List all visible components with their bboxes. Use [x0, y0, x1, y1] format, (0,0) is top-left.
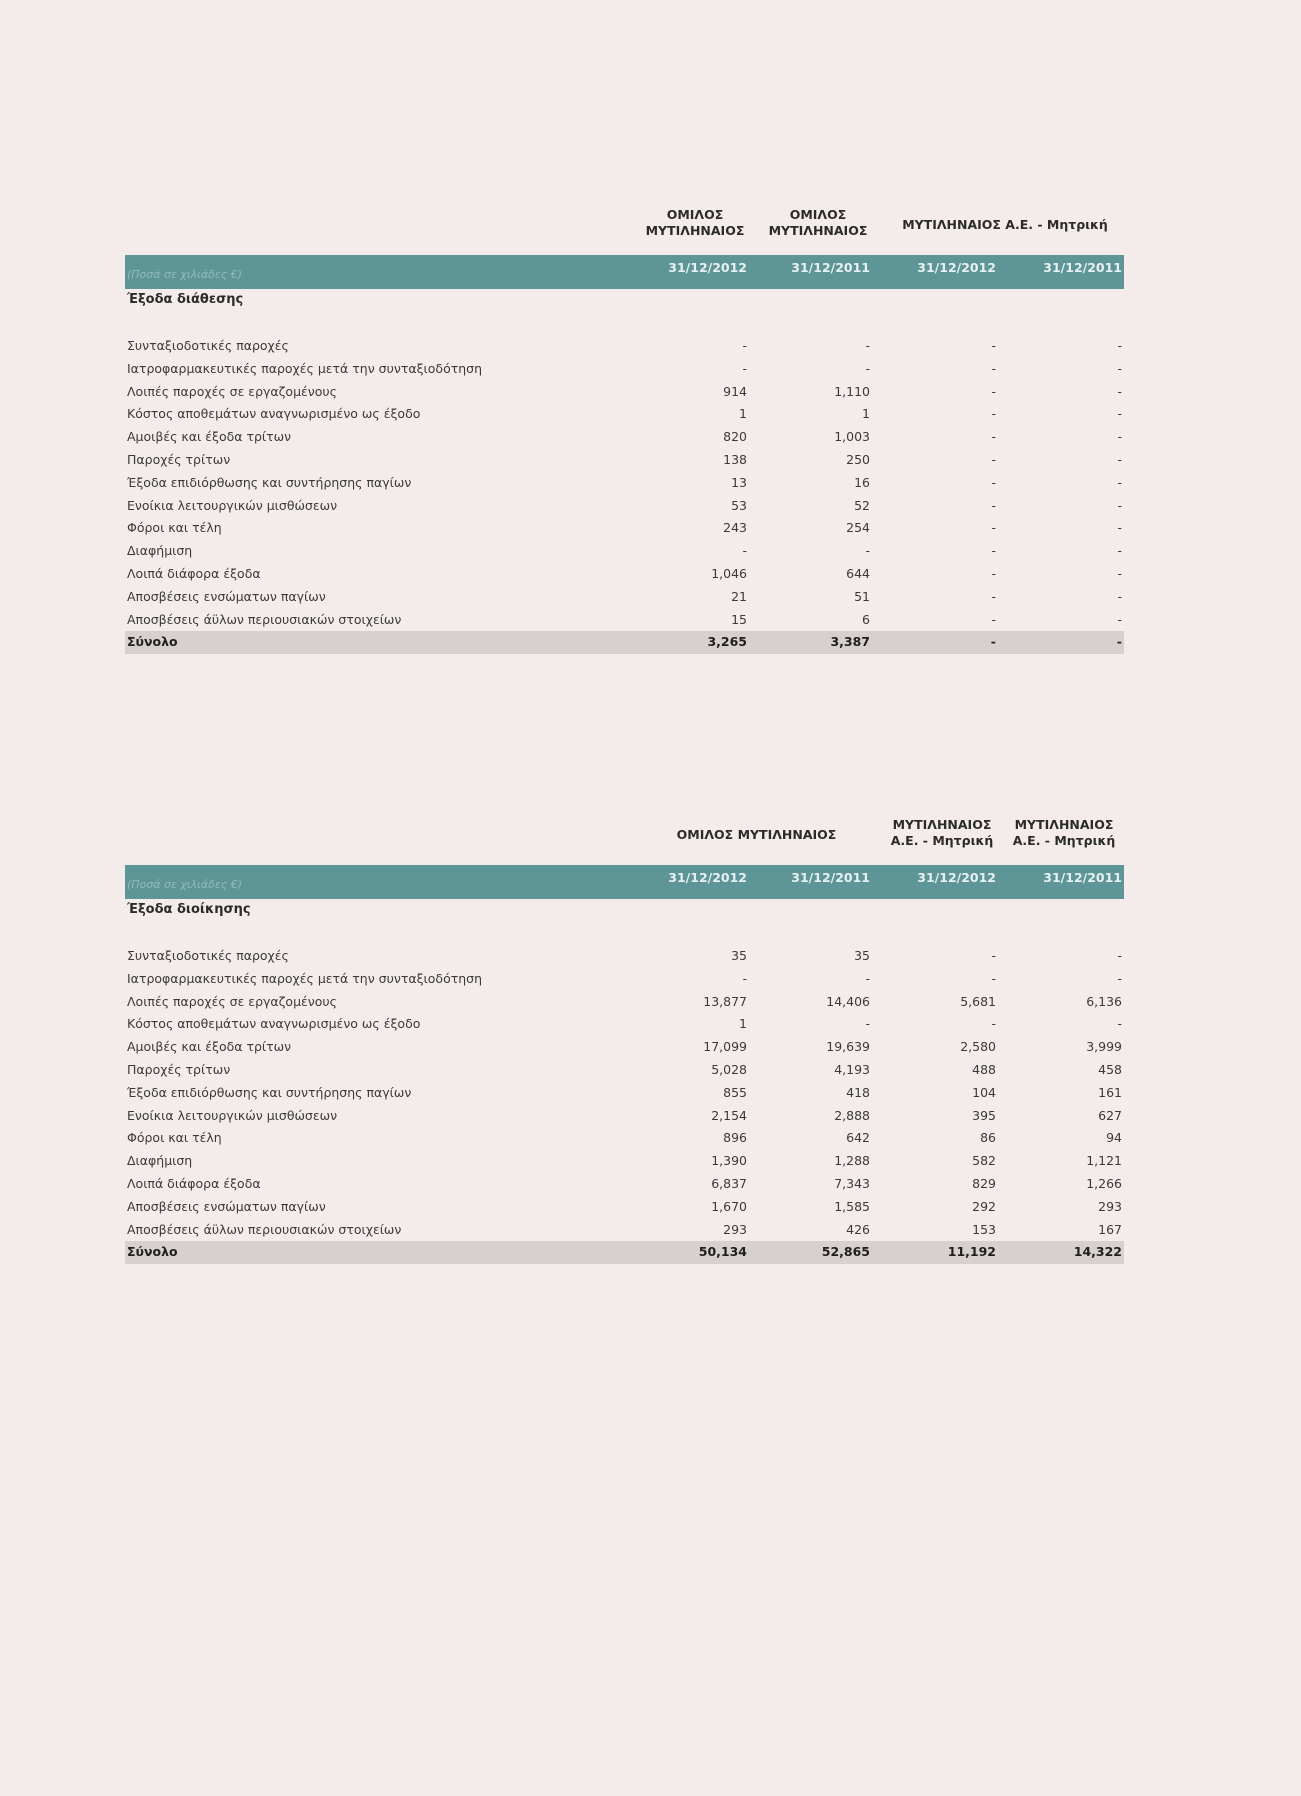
- cell-value: -: [1117, 429, 1122, 445]
- cell-value: -: [742, 970, 747, 986]
- cell-value: 3,999: [1086, 1039, 1122, 1055]
- cell-value: 19,639: [826, 1039, 870, 1055]
- cell-value: -: [1117, 565, 1122, 581]
- cell-value: 3,387: [830, 634, 870, 650]
- row-label: Αμοιβές και έξοδα τρίτων: [127, 429, 292, 445]
- table-row: [125, 1105, 1124, 1128]
- column-headers: [125, 815, 1124, 865]
- row-label: Συνταξιοδοτικές παροχές: [127, 948, 289, 963]
- cell-value: 2,580: [960, 1039, 996, 1055]
- cell-value: 293: [1098, 1198, 1122, 1214]
- cell-value: 1,288: [834, 1153, 870, 1169]
- cell-value: 293: [723, 1221, 747, 1237]
- cell-value: -: [991, 360, 996, 376]
- table-row: [125, 381, 1124, 404]
- cell-value: 627: [1098, 1107, 1122, 1123]
- cell-value: -: [991, 1016, 996, 1032]
- row-label: Λοιπές παροχές σε εργαζομένους: [127, 383, 337, 399]
- cell-value: -: [1117, 970, 1122, 986]
- table-row: [125, 1059, 1124, 1082]
- cell-value: 250: [846, 451, 870, 467]
- cell-value: 426: [846, 1221, 870, 1237]
- cell-value: -: [991, 565, 996, 581]
- header-group: ΟΜΙΛΟΣ ΜΥΤΙΛΗΝΑΙΟΣ: [676, 827, 837, 842]
- header-group-2012: ΟΜΙΛΟΣ ΜΥΤΙΛΗΝΑΙΟΣ: [645, 207, 745, 238]
- total-row: [125, 1241, 1124, 1264]
- cell-value: -: [865, 970, 870, 986]
- table-row: [125, 1173, 1124, 1196]
- cell-value: 3,265: [707, 634, 747, 650]
- cell-value: -: [865, 360, 870, 376]
- cell-value: 1: [739, 406, 747, 422]
- row-label: Λοιπές παροχές σε εργαζομένους: [127, 993, 337, 1009]
- cell-value: 2,888: [834, 1107, 870, 1123]
- table-row: [125, 517, 1124, 540]
- cell-value: -: [1117, 451, 1122, 467]
- cell-value: 1: [739, 1016, 747, 1032]
- selling-expenses-table: [125, 205, 1124, 654]
- cell-value: 243: [723, 520, 747, 536]
- row-label: Αποσβέσεις άϋλων περιουσιακών στοιχείων: [127, 1221, 402, 1237]
- total-row: [125, 631, 1124, 654]
- row-label: Έξοδα επιδιόρθωσης και συντήρησης παγίων: [127, 1084, 412, 1100]
- cell-value: 1,266: [1086, 1175, 1122, 1191]
- cell-value: 418: [846, 1084, 870, 1100]
- cell-value: 14,322: [1073, 1244, 1122, 1260]
- cell-value: -: [1117, 497, 1122, 513]
- total-label: Σύνολο: [127, 634, 178, 650]
- cell-value: 4,193: [834, 1061, 870, 1077]
- cell-value: 104: [972, 1084, 996, 1100]
- table-row: [125, 449, 1124, 472]
- cell-value: -: [1117, 406, 1122, 422]
- cell-value: 50,134: [698, 1244, 747, 1260]
- cell-value: 167: [1098, 1221, 1122, 1237]
- cell-value: -: [1117, 588, 1122, 604]
- cell-value: 1,585: [834, 1198, 870, 1214]
- cell-value: 6,837: [711, 1175, 747, 1191]
- cell-value: -: [991, 451, 996, 467]
- header-parent-2012: ΜΥΤΙΛΗΝΑΙΟΣ Α.Ε. - Μητρική: [890, 817, 994, 848]
- cell-value: 458: [1098, 1061, 1122, 1077]
- cell-value: 1,046: [711, 565, 747, 581]
- cell-value: 35: [731, 948, 747, 963]
- table-row: [125, 540, 1124, 563]
- cell-value: -: [865, 543, 870, 559]
- date-col-3: 31/12/2012: [917, 260, 996, 275]
- row-label: Αποσβέσεις ενσώματων παγίων: [127, 588, 326, 604]
- table-row: [125, 1013, 1124, 1036]
- row-label: Ιατροφαρμακευτικές παροχές μετά την συνταξιοδότηση: [127, 360, 483, 376]
- cell-value: 153: [972, 1221, 996, 1237]
- cell-value: -: [990, 634, 996, 650]
- row-label: Κόστος αποθεμάτων αναγνωρισμένο ως έξοδο: [127, 1016, 421, 1032]
- cell-value: 2,154: [711, 1107, 747, 1123]
- table-row: [125, 1196, 1124, 1219]
- date-col-2: 31/12/2011: [791, 260, 870, 275]
- cell-value: 829: [972, 1175, 996, 1191]
- cell-value: -: [991, 520, 996, 536]
- cell-value: 1,003: [834, 429, 870, 445]
- administrative-expenses-table: [125, 815, 1124, 1264]
- table-row: [125, 426, 1124, 449]
- cell-value: 1,390: [711, 1153, 747, 1169]
- table-row: [125, 472, 1124, 495]
- table-row: [125, 495, 1124, 518]
- cell-value: 914: [723, 383, 747, 399]
- cell-value: -: [991, 338, 996, 353]
- cell-value: 254: [846, 520, 870, 536]
- date-col-3: 31/12/2012: [917, 870, 996, 885]
- row-label: Αμοιβές και έξοδα τρίτων: [127, 1039, 292, 1055]
- row-label: Διαφήμιση: [127, 543, 193, 559]
- row-label: Παροχές τρίτων: [127, 451, 231, 467]
- table-row: [125, 358, 1124, 381]
- table-row: [125, 1219, 1124, 1242]
- row-label: Συνταξιοδοτικές παροχές: [127, 338, 289, 353]
- cell-value: 292: [972, 1198, 996, 1214]
- date-col-2: 31/12/2011: [791, 870, 870, 885]
- cell-value: 86: [980, 1130, 996, 1146]
- cell-value: -: [865, 338, 870, 353]
- header-group-2011: ΟΜΙΛΟΣ ΜΥΤΙΛΗΝΑΙΟΣ: [768, 207, 868, 238]
- date-col-4: 31/12/2011: [1043, 260, 1122, 275]
- cell-value: 395: [972, 1107, 996, 1123]
- row-label: Λοιπά διάφορα έξοδα: [127, 1175, 261, 1191]
- cell-value: -: [742, 543, 747, 559]
- table-row: [125, 1036, 1124, 1059]
- cell-value: -: [1117, 338, 1122, 353]
- row-label: Αποσβέσεις ενσώματων παγίων: [127, 1198, 326, 1214]
- cell-value: 161: [1098, 1084, 1122, 1100]
- cell-value: 35: [854, 948, 870, 963]
- cell-value: 21: [731, 588, 747, 604]
- section-title: Έξοδα διοίκησης: [127, 902, 251, 917]
- date-col-4: 31/12/2011: [1043, 870, 1122, 885]
- table-row: [125, 609, 1124, 632]
- row-label: Ιατροφαρμακευτικές παροχές μετά την συνταξιοδότηση: [127, 970, 483, 986]
- cell-value: 644: [846, 565, 870, 581]
- cell-value: 1,670: [711, 1198, 747, 1214]
- table-row: [125, 563, 1124, 586]
- cell-value: 52,865: [821, 1244, 870, 1260]
- row-label: Διαφήμιση: [127, 1153, 193, 1169]
- unit-label: (Ποσά σε χιλιάδες €): [127, 878, 243, 891]
- header-parent-2011: ΜΥΤΙΛΗΝΑΙΟΣ Α.Ε. - Μητρική: [1012, 817, 1116, 848]
- cell-value: -: [742, 338, 747, 353]
- table-row: [125, 991, 1124, 1014]
- cell-value: -: [1117, 360, 1122, 376]
- row-label: Παροχές τρίτων: [127, 1061, 231, 1077]
- row-label: Λοιπά διάφορα έξοδα: [127, 565, 261, 581]
- table-row: [125, 1127, 1124, 1150]
- cell-value: 896: [723, 1130, 747, 1146]
- cell-value: 6: [862, 611, 870, 627]
- cell-value: -: [991, 611, 996, 627]
- cell-value: 52: [854, 497, 870, 513]
- cell-value: 13: [731, 474, 747, 490]
- table-row: [125, 1150, 1124, 1173]
- cell-value: -: [1117, 520, 1122, 536]
- header-bar: [125, 255, 1124, 289]
- cell-value: 488: [972, 1061, 996, 1077]
- cell-value: -: [865, 1016, 870, 1032]
- row-label: Ενοίκια λειτουργικών μισθώσεων: [127, 497, 338, 513]
- table-rows: [125, 335, 1124, 654]
- cell-value: 6,136: [1086, 993, 1122, 1009]
- cell-value: 1,110: [834, 383, 870, 399]
- cell-value: 11,192: [947, 1244, 996, 1260]
- unit-label: (Ποσά σε χιλιάδες €): [127, 268, 243, 281]
- table-row: [125, 968, 1124, 991]
- cell-value: 1,121: [1086, 1153, 1122, 1169]
- cell-value: -: [991, 588, 996, 604]
- column-headers: [125, 205, 1124, 255]
- cell-value: -: [1117, 543, 1122, 559]
- cell-value: -: [1117, 474, 1122, 490]
- cell-value: 7,343: [834, 1175, 870, 1191]
- cell-value: -: [991, 543, 996, 559]
- row-label: Κόστος αποθεμάτων αναγνωρισμένο ως έξοδο: [127, 406, 421, 422]
- row-label: Αποσβέσεις άϋλων περιουσιακών στοιχείων: [127, 611, 402, 627]
- table-row: [125, 403, 1124, 426]
- cell-value: 15: [731, 611, 747, 627]
- cell-value: 642: [846, 1130, 870, 1146]
- cell-value: -: [991, 948, 996, 963]
- header-bar: [125, 865, 1124, 899]
- table-row: [125, 945, 1124, 968]
- cell-value: -: [742, 360, 747, 376]
- cell-value: -: [991, 383, 996, 399]
- row-label: Φόροι και τέλη: [127, 520, 222, 536]
- cell-value: 855: [723, 1084, 747, 1100]
- cell-value: 5,681: [960, 993, 996, 1009]
- cell-value: 13,877: [703, 993, 747, 1009]
- table-row: [125, 1082, 1124, 1105]
- cell-value: 138: [723, 451, 747, 467]
- cell-value: 582: [972, 1153, 996, 1169]
- cell-value: -: [991, 406, 996, 422]
- cell-value: -: [1116, 634, 1122, 650]
- cell-value: -: [991, 474, 996, 490]
- cell-value: -: [991, 497, 996, 513]
- date-col-1: 31/12/2012: [668, 260, 747, 275]
- table-rows: [125, 945, 1124, 1264]
- table-row: [125, 335, 1124, 358]
- cell-value: -: [1117, 383, 1122, 399]
- cell-value: 94: [1106, 1130, 1122, 1146]
- cell-value: 14,406: [826, 993, 870, 1009]
- cell-value: 1: [862, 406, 870, 422]
- section-title: Έξοδα διάθεσης: [127, 292, 244, 307]
- header-parent: ΜΥΤΙΛΗΝΑΙΟΣ Α.Ε. - Μητρική: [902, 217, 1108, 232]
- cell-value: 17,099: [703, 1039, 747, 1055]
- row-label: Ενοίκια λειτουργικών μισθώσεων: [127, 1107, 338, 1123]
- cell-value: -: [991, 429, 996, 445]
- cell-value: 820: [723, 429, 747, 445]
- cell-value: 53: [731, 497, 747, 513]
- row-label: Έξοδα επιδιόρθωσης και συντήρησης παγίων: [127, 474, 412, 490]
- cell-value: -: [991, 970, 996, 986]
- cell-value: 51: [854, 588, 870, 604]
- cell-value: 5,028: [711, 1061, 747, 1077]
- date-col-1: 31/12/2012: [668, 870, 747, 885]
- total-label: Σύνολο: [127, 1244, 178, 1260]
- row-label: Φόροι και τέλη: [127, 1130, 222, 1146]
- cell-value: -: [1117, 948, 1122, 963]
- cell-value: -: [1117, 1016, 1122, 1032]
- cell-value: 16: [854, 474, 870, 490]
- cell-value: -: [1117, 611, 1122, 627]
- table-row: [125, 586, 1124, 609]
